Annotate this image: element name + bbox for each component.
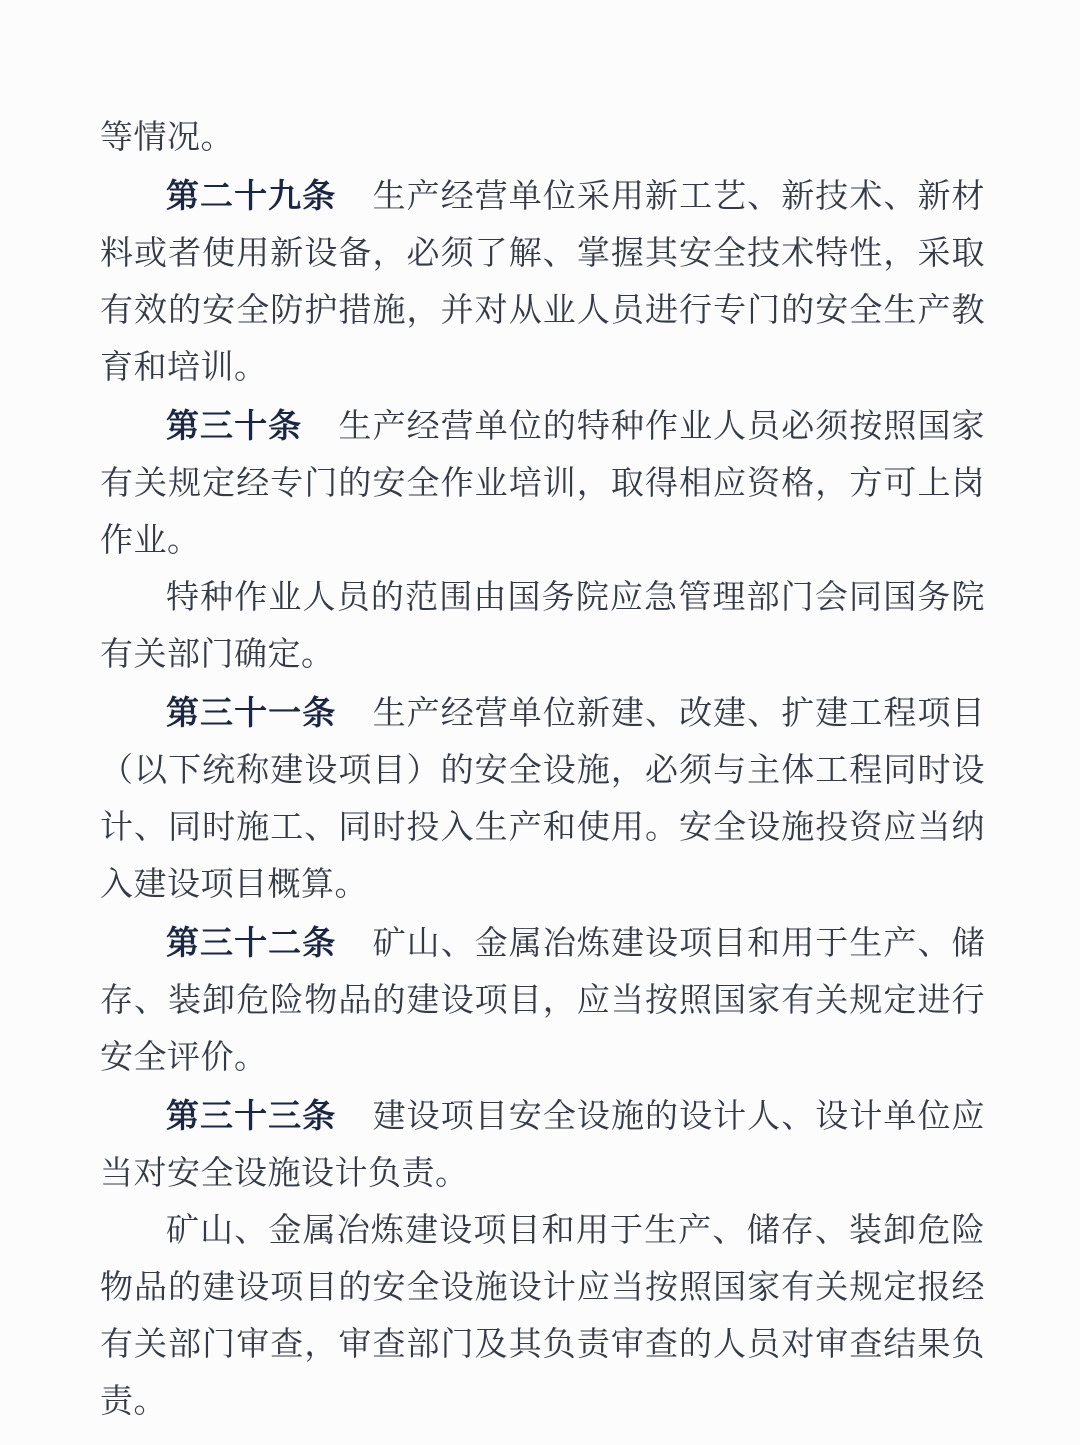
article-number: 第三十一条 [166,694,337,731]
article-number: 第三十二条 [166,924,337,961]
article-number: 第三十三条 [166,1097,337,1134]
article-number: 第二十九条 [166,177,337,214]
paragraph-text: 生产经营单位新建、改建、扩建工程项目（以下统称建设项目）的安全设施，必须与主体工程同时设计、同时施工、同时投入生产和使用。安全设施投资应当纳入建设项目概算。 [100,696,986,903]
paragraph-text: 等情况。 [100,120,234,156]
paragraph-text: 矿山、金属冶炼建设项目和用于生产、储存、装卸危险物品的建设项目的安全设施设计应当按照国家有关规定报经有关部门审查，审查部门及其负责审查的人员对审查结果负责。 [100,1213,985,1420]
body-paragraph [100,110,985,167]
paragraph-text: 矿山、金属冶炼建设项目和用于生产、储存、装卸危险物品的建设项目，应当按照国家有关规定进行安全评价。 [100,926,986,1076]
paragraph-text: 生产经营单位的特种作业人员必须按照国家有关规定经专门的安全作业培训，取得相应资格，方可上岗作业。 [100,409,985,559]
article-number: 第三十条 [166,407,303,444]
article-paragraph [100,1087,985,1203]
body-paragraph [100,570,985,684]
article-paragraph [100,914,985,1087]
paragraph-text: 建设项目安全设施的设计人、设计单位应当对安全设施设计负责。 [100,1099,986,1192]
paragraph-text: 生产经营单位采用新工艺、新技术、新材料或者使用新设备，必须了解、掌握其安全技术特性，采取有效的安全防护措施，并对从业人员进行专门的安全生产教育和培训。 [100,179,986,386]
body-paragraph [100,1203,985,1431]
paragraph-text: 特种作业人员的范围由国务院应急管理部门会同国务院有关部门确定。 [100,580,985,673]
paragraph-list [100,110,985,1431]
article-paragraph [100,684,985,914]
article-paragraph [100,167,985,397]
article-paragraph [100,397,985,570]
